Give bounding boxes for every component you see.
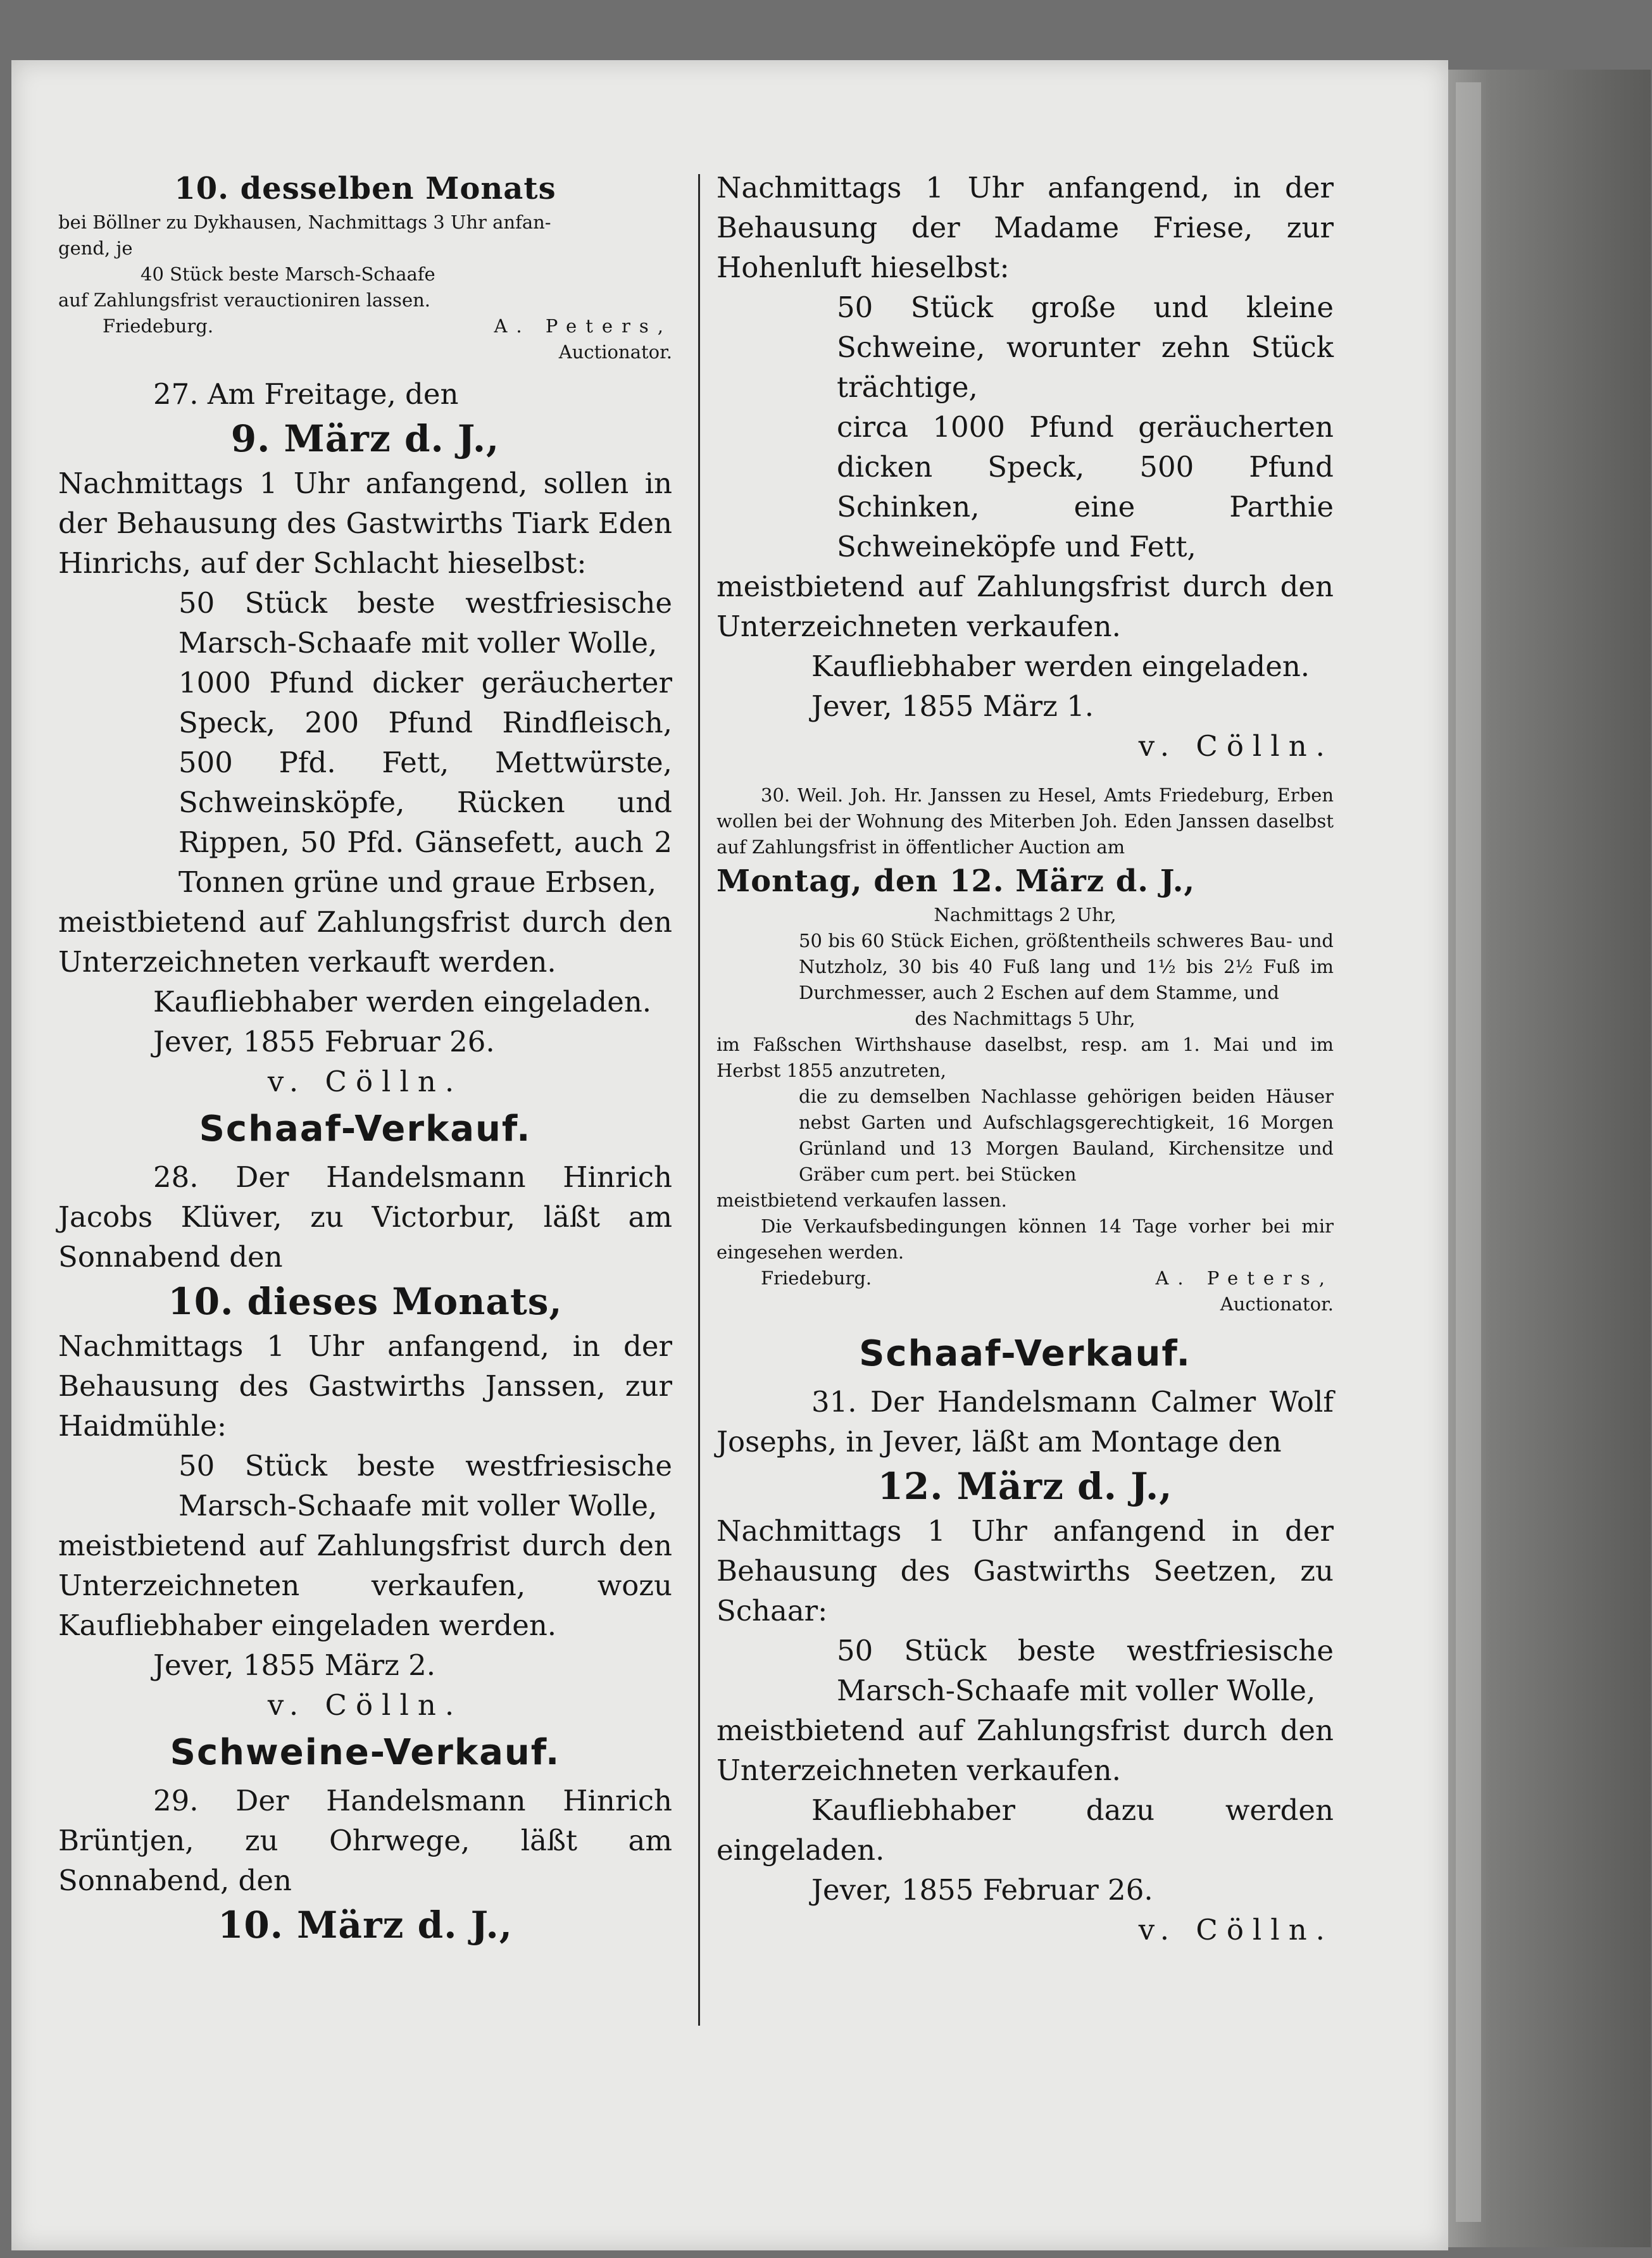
notice-text: 50 Stück beste westfriesische Marsch-Schaafe mit voller Wolle, xyxy=(178,586,672,660)
spacer xyxy=(58,365,672,374)
notice-text: v. Cölln. xyxy=(1138,729,1334,763)
notice-small-text: auf Zahlungsfrist verauctioniren lassen. xyxy=(58,289,431,311)
spacer xyxy=(716,766,1334,782)
date-headline: 12. März d. J., xyxy=(877,1465,1173,1508)
notice-text: 1000 Pfund dicker geräucherter Speck, 200 Pfund Rindfleisch, 500 Pfd. Fett, Mettwürste, Schweinsköpfe, Rücken und Rippen, 50 Pfd. Gänsefett, auch 2 Tonnen grüne und graue Erbsen, xyxy=(178,666,672,899)
notice-text: 50 Stück beste westfriesische Marsch-Schaafe mit voller Wolle, xyxy=(178,1449,672,1522)
notice-text: Jever, 1855 März 1. xyxy=(811,689,1094,723)
notice-small-text: gend, je xyxy=(58,237,133,259)
notice-small-text: bei Böllner zu Dykhausen, Nachmittags 3 Uhr anfan- xyxy=(58,211,551,233)
left-column xyxy=(58,168,672,1950)
notice-text: Jever, 1855 Februar 26. xyxy=(153,1025,495,1058)
notice-small-text: Nachmittags 2 Uhr, xyxy=(934,904,1117,925)
place-name: Friedeburg. xyxy=(761,1267,872,1289)
notice-text: Kaufliebhaber werden eingeladen. xyxy=(153,985,652,1019)
notice-text: Nachmittags 1 Uhr anfangend, in der Behausung der Madame Friese, zur Hohenluft hieselbst: xyxy=(716,171,1334,284)
notice-text: circa 1000 Pfund geräucherten dicken Speck, 500 Pfund Schinken, eine Parthie Schweineköpfe und Fett, xyxy=(837,410,1334,563)
signatory-name: A. Peters, xyxy=(494,315,672,337)
notice-small-text: im Faßschen Wirthshause daselbst, resp. am 1. Mai und im Herbst 1855 anzutreten, xyxy=(716,1034,1334,1081)
notice-text: Jever, 1855 Februar 26. xyxy=(811,1873,1153,1907)
notice-small-text: des Nachmittags 5 Uhr, xyxy=(915,1008,1136,1029)
notice-small-text: Auctionator. xyxy=(1220,1293,1334,1315)
signatory-name: A. Peters, xyxy=(1155,1267,1334,1289)
notice-text: Kaufliebhaber werden eingeladen. xyxy=(811,649,1310,683)
notice-text: 50 Stück große und kleine Schweine, worunter zehn Stück trächtige, xyxy=(837,291,1334,404)
date-headline: 10. März d. J., xyxy=(218,1904,513,1947)
notice-text: v. Cölln. xyxy=(267,1688,463,1722)
place-name: Friedeburg. xyxy=(103,315,214,337)
section-heading: Schaaf-Verkauf. xyxy=(859,1333,1191,1374)
notice-text: meistbietend auf Zahlungsfrist durch den Unterzeichneten verkaufen, wozu Kaufliebhaber eingeladen werden. xyxy=(58,1529,672,1642)
notice-text: 28. Der Handelsmann Hinrich Jacobs Klüver, zu Victorbur, läßt am Sonnabend den xyxy=(58,1160,672,1274)
notice-small-text: 40 Stück beste Marsch-Schaafe xyxy=(141,263,435,285)
notice-small-text: die zu demselben Nachlasse gehörigen beiden Häuser nebst Garten und Aufschlagsgerechtigkeit, 16 Morgen Grünland und 13 Morgen Bauland, Kirchensitze und Gräber cum pert. bei Stücken xyxy=(799,1086,1334,1185)
right-column xyxy=(716,168,1334,1950)
date-headline: Montag, den 12. März d. J., xyxy=(716,863,1196,899)
notice-small-text: meistbietend verkaufen lassen. xyxy=(716,1189,1007,1211)
notice-small-text: Auctionator. xyxy=(558,341,672,363)
notice-text: 29. Der Handelsmann Hinrich Brüntjen, zu Ohrwege, läßt am Sonnabend, den xyxy=(58,1784,672,1897)
date-headline: 10. desselben Monats xyxy=(174,171,556,206)
section-heading: Schweine-Verkauf. xyxy=(170,1732,561,1773)
notice-small-text: 30. Weil. Joh. Hr. Janssen zu Hesel, Amts Friedeburg, Erben wollen bei der Wohnung des Miterben Joh. Eden Janssen daselbst auf Zahlungsfrist in öffentlicher Auction am xyxy=(716,784,1334,858)
notice-text: meistbietend auf Zahlungsfrist durch den Unterzeichneten verkaufen. xyxy=(716,1714,1334,1787)
date-headline: 10. dieses Monats, xyxy=(168,1280,563,1323)
signature-line xyxy=(716,1265,1334,1291)
notice-text: Kaufliebhaber dazu werden eingeladen. xyxy=(716,1793,1334,1867)
notice-text: meistbietend auf Zahlungsfrist durch den Unterzeichneten verkaufen. xyxy=(716,570,1334,643)
notice-text: 31. Der Handelsmann Calmer Wolf Josephs, in Jever, läßt am Montage den xyxy=(716,1385,1334,1458)
section-heading: Schaaf-Verkauf. xyxy=(199,1108,532,1150)
notice-text: meistbietend auf Zahlungsfrist durch den Unterzeichneten verkauft werden. xyxy=(58,905,672,979)
notice-text: v. Cölln. xyxy=(267,1065,463,1098)
signature-line xyxy=(58,313,672,339)
notice-small-text: 50 bis 60 Stück Eichen, größtentheils schweres Bau- und Nutzholz, 30 bis 40 Fuß lang und 1½ bis 2½ Fuß im Durchmesser, auch 2 Eschen auf dem Stamme, und xyxy=(799,930,1334,1003)
notice-text: Jever, 1855 März 2. xyxy=(153,1648,436,1682)
notice-text: Nachmittags 1 Uhr anfangend, sollen in der Behausung des Gastwirths Tiark Eden Hinrichs, auf der Schlacht hieselbst: xyxy=(58,467,672,580)
notice-text: v. Cölln. xyxy=(1138,1913,1334,1947)
date-headline: 9. März d. J., xyxy=(230,417,500,460)
column-rule xyxy=(698,174,700,2026)
notice-small-text: Die Verkaufsbedingungen können 14 Tage vorher bei mir eingesehen werden. xyxy=(716,1215,1334,1263)
notice-text: 50 Stück beste westfriesische Marsch-Schaafe mit voller Wolle, xyxy=(837,1634,1334,1707)
page-edge-strip xyxy=(1456,82,1481,2222)
notice-text: Nachmittags 1 Uhr anfangend in der Behausung des Gastwirths Seetzen, zu Schaar: xyxy=(716,1514,1334,1628)
notice-text: Nachmittags 1 Uhr anfangend, in der Behausung des Gastwirths Janssen, zur Haidmühle: xyxy=(58,1329,672,1443)
spacer xyxy=(716,1317,1334,1326)
notice-text: 27. Am Freitage, den xyxy=(153,377,459,411)
